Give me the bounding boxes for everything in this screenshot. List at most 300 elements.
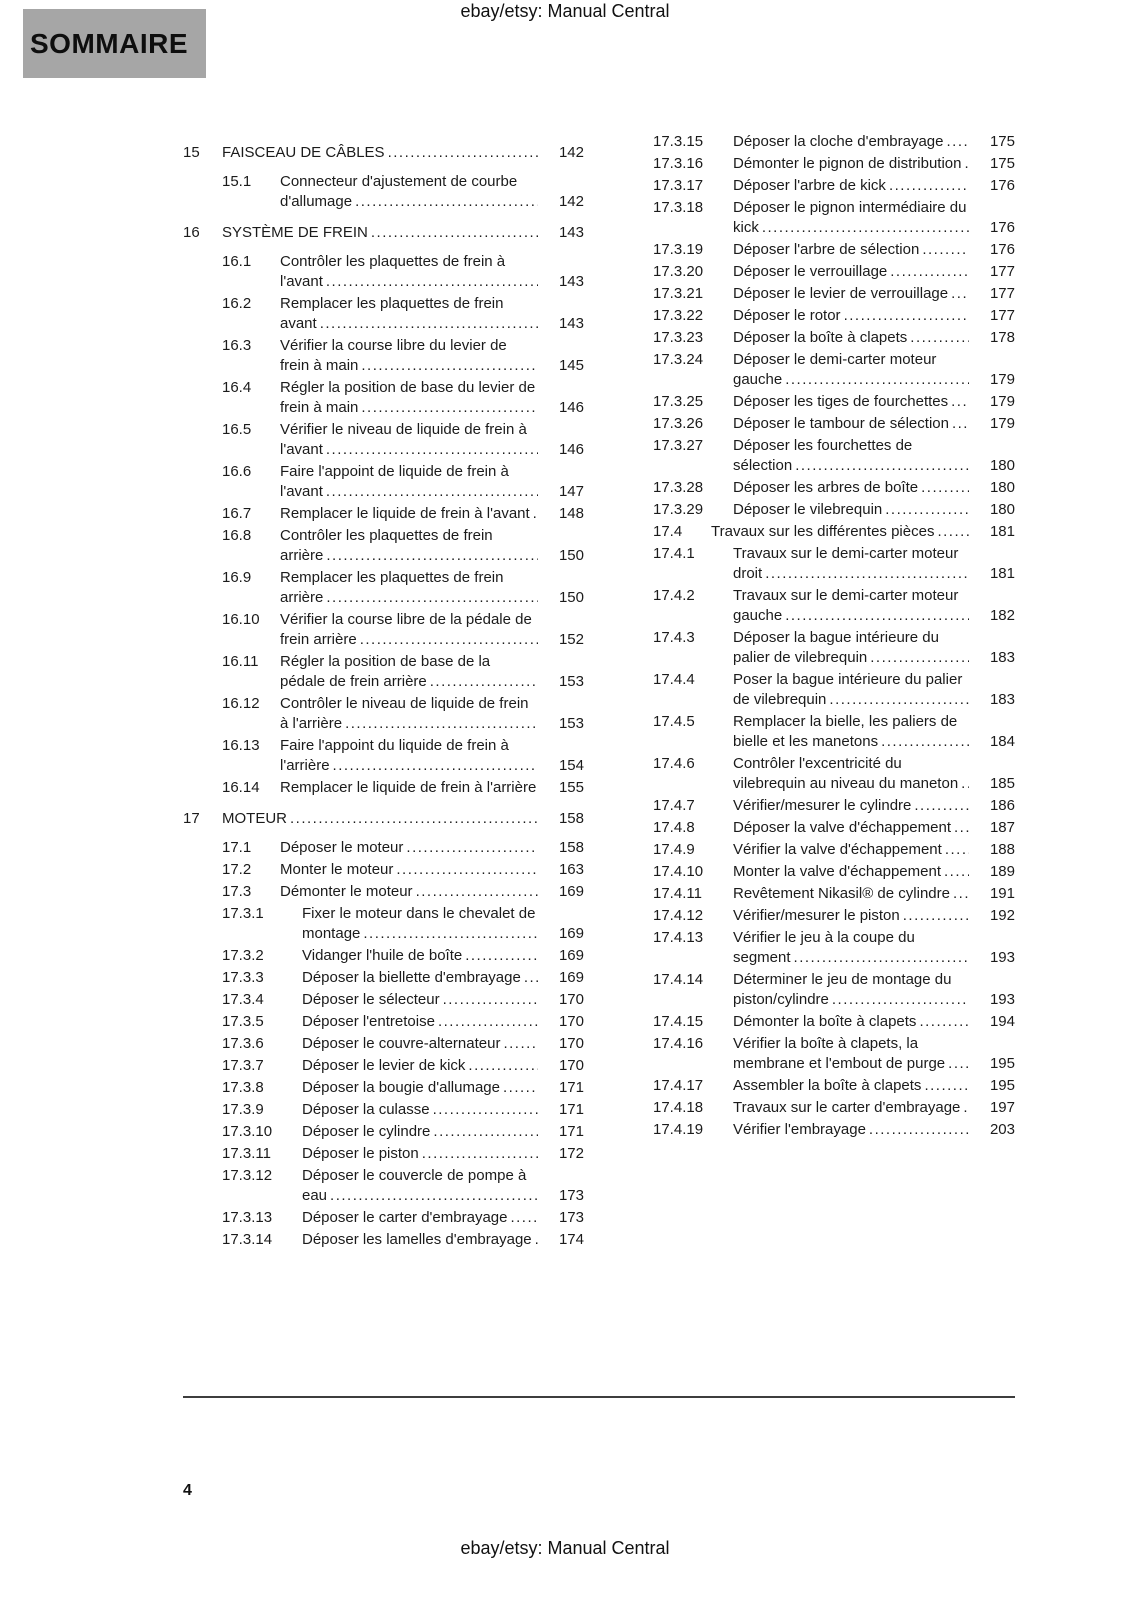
toc-entry[interactable] [614, 970, 1015, 1010]
dot-leader [368, 223, 538, 243]
toc-entry-number: 16 [183, 224, 200, 241]
dot-leader [323, 546, 538, 566]
toc-entry-number: 17.3.22 [653, 307, 704, 324]
toc-entry-title: Démonter la boîte à clapets [733, 1013, 917, 1030]
toc-entry[interactable] [614, 670, 1015, 710]
dot-leader [530, 504, 538, 524]
toc-entry[interactable] [614, 500, 1015, 520]
toc-entry-page: 195 [989, 1077, 1015, 1094]
toc-entry-number: 17.4.6 [653, 755, 695, 772]
toc-entry-body [280, 882, 538, 902]
toc-entry[interactable] [614, 262, 1015, 282]
toc-entry[interactable] [183, 378, 584, 418]
toc-entry-body [733, 198, 969, 238]
dot-leader [887, 262, 969, 282]
toc-entry[interactable] [183, 223, 584, 243]
toc-entry-title: Déposer les arbres de boîte [733, 479, 919, 496]
toc-entry-body [733, 240, 969, 260]
toc-entry-body [733, 884, 969, 904]
toc-entry-number: 17.1 [222, 839, 252, 856]
dot-leader [360, 924, 538, 944]
toc-entry[interactable] [614, 1012, 1015, 1032]
toc-entry-title: Travaux sur le demi-carter moteur gauche [733, 587, 959, 624]
toc-entry[interactable] [614, 1120, 1015, 1140]
toc-entry-title: Remplacer la bielle, les paliers de bielle et les manetons [733, 713, 958, 750]
toc-entry-body [280, 736, 538, 776]
toc-entry-number: 17.3.24 [653, 351, 704, 368]
toc-entry-body [733, 328, 969, 348]
toc-entry[interactable] [614, 628, 1015, 668]
toc-entry-page: 186 [989, 797, 1015, 814]
toc-entry-number: 17.4.4 [653, 671, 695, 688]
toc-entry-page: 150 [558, 547, 584, 564]
toc-entry-page: 176 [989, 241, 1015, 258]
dot-leader [882, 500, 969, 520]
toc-entry[interactable] [614, 906, 1015, 926]
toc-entry[interactable] [183, 1230, 584, 1250]
toc-entry-title: Vérifier le jeu à la coupe du segment [733, 929, 915, 966]
toc-entry-page: 197 [989, 1099, 1015, 1116]
toc-entry[interactable] [614, 928, 1015, 968]
toc-entry-page: 153 [558, 715, 584, 732]
toc-entry-body [711, 522, 969, 542]
toc-entry-page: 191 [989, 885, 1015, 902]
toc-entry[interactable] [183, 968, 584, 988]
toc-entry-page: 177 [989, 285, 1015, 302]
toc-entry-body [733, 928, 969, 968]
toc-entry[interactable] [183, 736, 584, 776]
toc-entry[interactable] [614, 712, 1015, 752]
toc-entry[interactable] [614, 1076, 1015, 1096]
toc-entry-page: 171 [558, 1079, 584, 1096]
toc-entry-body [280, 504, 538, 524]
dot-leader [921, 1076, 969, 1096]
toc-entry-page: 143 [558, 224, 584, 241]
toc-entry[interactable] [183, 694, 584, 734]
toc-entry-body [280, 462, 538, 502]
toc-entry-title: Déposer l'arbre de kick [733, 177, 886, 194]
toc-entry[interactable] [614, 1034, 1015, 1074]
dot-leader [327, 1186, 538, 1206]
toc-entry-body [280, 420, 538, 460]
toc-entry[interactable] [183, 990, 584, 1010]
toc-entry-page: 146 [558, 399, 584, 416]
toc-entry[interactable] [183, 1122, 584, 1142]
toc-entry-title: Démonter le moteur [280, 883, 413, 900]
toc-entry-number: 17.4.11 [653, 885, 702, 902]
toc-entry-number: 17.4.7 [653, 797, 695, 814]
toc-entry-body [733, 306, 969, 326]
toc-entry-page: 171 [558, 1101, 584, 1118]
dot-leader [500, 1078, 538, 1098]
dot-leader [323, 272, 538, 292]
toc-entry[interactable] [183, 336, 584, 376]
toc-entry[interactable] [183, 778, 584, 798]
toc-entry-body [302, 1056, 538, 1076]
toc-entry-number: 17.3.19 [653, 241, 704, 258]
toc-entry-body [222, 223, 538, 243]
toc-entry-body [280, 838, 538, 858]
toc-entry-title: Travaux sur le carter d'embrayage [733, 1099, 961, 1116]
dot-leader [782, 370, 969, 390]
toc-entry[interactable] [183, 1012, 584, 1032]
dot-leader [430, 1100, 538, 1120]
dot-leader [911, 796, 969, 816]
dot-leader [759, 218, 969, 238]
toc-entry-body [733, 1034, 969, 1074]
toc-entry[interactable] [614, 176, 1015, 196]
toc-entry-number: 16.1 [222, 253, 252, 270]
toc-entry-body [733, 392, 969, 412]
toc-entry-body [733, 284, 969, 304]
dot-leader [949, 414, 969, 434]
toc-entry-title: Déposer la bougie d'allumage [302, 1079, 500, 1096]
toc-entry-number: 16.8 [222, 527, 252, 544]
toc-entry[interactable] [183, 882, 584, 902]
toc-entry[interactable] [614, 284, 1015, 304]
toc-entry-number: 17.3.9 [222, 1101, 264, 1118]
toc-entry-number: 17.3.2 [222, 947, 264, 964]
toc-entry-page: 195 [989, 1055, 1015, 1072]
toc-entry-page: 179 [989, 415, 1015, 432]
toc-entry[interactable] [614, 862, 1015, 882]
toc-entry[interactable] [183, 252, 584, 292]
toc-entry-title: Vérifier/mesurer le cylindre [733, 797, 912, 814]
toc-entry[interactable] [614, 198, 1015, 238]
dot-leader [945, 1054, 969, 1074]
toc-entry[interactable] [183, 860, 584, 880]
toc-entry[interactable] [614, 840, 1015, 860]
table-of-contents [183, 132, 1015, 1252]
toc-entry-title: Déposer le pignon intermédiaire du kick [733, 199, 967, 236]
toc-entry-page: 170 [558, 991, 584, 1008]
toc-entry-title: Vérifier/mesurer le piston [733, 907, 900, 924]
toc-entry[interactable] [183, 1144, 584, 1164]
toc-entry-body [280, 610, 538, 650]
toc-entry[interactable] [183, 1208, 584, 1228]
toc-entry-page: 163 [558, 861, 584, 878]
toc-entry-number: 16.3 [222, 337, 252, 354]
toc-entry-page: 182 [989, 607, 1015, 624]
toc-entry-page: 178 [989, 329, 1015, 346]
toc-entry-number: 17.4.5 [653, 713, 695, 730]
dot-leader [352, 192, 538, 212]
toc-entry-title: Travaux sur les différentes pièces [711, 523, 935, 540]
toc-entry[interactable] [614, 392, 1015, 412]
toc-entry-body [733, 436, 969, 476]
dot-leader [536, 778, 538, 798]
toc-entry-number: 17.3.13 [222, 1209, 273, 1226]
toc-entry-page: 153 [558, 673, 584, 690]
toc-entry-page: 172 [558, 1145, 584, 1162]
toc-entry-title: Déposer la cloche d'embrayage [733, 133, 944, 150]
toc-entry-body [733, 1098, 969, 1118]
toc-entry-title: Vérifier l'embrayage [733, 1121, 866, 1138]
toc-entry[interactable] [614, 1098, 1015, 1118]
toc-entry-page: 193 [989, 991, 1015, 1008]
dot-leader [841, 306, 969, 326]
toc-entry-number: 17.4.3 [653, 629, 695, 646]
toc-entry-body [302, 1230, 538, 1250]
toc-entry[interactable] [614, 586, 1015, 626]
toc-entry-page: 177 [989, 263, 1015, 280]
toc-entry-title: Déposer le demi-carter moteur gauche [733, 351, 937, 388]
dot-leader [762, 564, 969, 584]
toc-entry-number: 16.10 [222, 611, 260, 628]
toc-entry-number: 17.3.4 [222, 991, 264, 1008]
toc-entry-page: 177 [989, 307, 1015, 324]
toc-entry-title: Faire l'appoint de liquide de frein à l'avant [280, 463, 509, 500]
toc-entry[interactable] [183, 1166, 584, 1206]
toc-entry[interactable] [183, 526, 584, 566]
toc-entry[interactable] [183, 420, 584, 460]
toc-entry-page: 175 [989, 155, 1015, 172]
toc-entry[interactable] [614, 884, 1015, 904]
toc-entry-title: Fixer le moteur dans le chevalet de montage [302, 905, 536, 942]
toc-entry[interactable] [614, 154, 1015, 174]
toc-entry-number: 17.4.1 [653, 545, 695, 562]
toc-entry-number: 16.5 [222, 421, 252, 438]
dot-leader [866, 1120, 969, 1140]
dot-leader [430, 1122, 538, 1142]
toc-entry[interactable] [614, 754, 1015, 794]
dot-leader [358, 398, 538, 418]
dot-leader [465, 1056, 538, 1076]
toc-entry-number: 17.3.7 [222, 1057, 264, 1074]
footer-watermark: ebay/etsy: Manual Central [460, 1538, 670, 1558]
toc-entry-body [280, 778, 538, 798]
toc-entry-title: Vérifier le niveau de liquide de frein à l'avant [280, 421, 527, 458]
toc-entry-title: Déposer la valve d'échappement [733, 819, 951, 836]
toc-entry-number: 17.4.18 [653, 1099, 704, 1116]
toc-entry-body [222, 143, 538, 163]
dot-leader [918, 478, 969, 498]
toc-entry-title: Déposer le sélecteur [302, 991, 440, 1008]
toc-entry-number: 16.14 [222, 779, 260, 796]
toc-entry-number: 17.3.17 [653, 177, 704, 194]
toc-entry[interactable] [614, 240, 1015, 260]
toc-entry-title: Déposer la culasse [302, 1101, 430, 1118]
toc-entry-number: 17.4.12 [653, 907, 704, 924]
toc-entry-number: 17.3.15 [653, 133, 704, 150]
dot-leader [886, 176, 969, 196]
footer-divider [183, 1396, 1015, 1398]
toc-entry-number: 17.3.28 [653, 479, 704, 496]
toc-entry-body [280, 336, 538, 376]
toc-entry[interactable] [183, 1078, 584, 1098]
toc-entry-body [733, 154, 969, 174]
toc-entry-number: 17.3.3 [222, 969, 264, 986]
toc-entry-title: Contrôler le niveau de liquide de frein à l'arrière [280, 695, 529, 732]
toc-entry-title: SYSTÈME DE FREIN [222, 224, 368, 241]
toc-entry-number: 17.3.25 [653, 393, 704, 410]
toc-entry-page: 173 [558, 1209, 584, 1226]
dot-leader [323, 482, 538, 502]
dot-leader [961, 154, 969, 174]
toc-entry-page: 185 [989, 775, 1015, 792]
toc-entry-body [733, 970, 969, 1010]
toc-entry[interactable] [614, 306, 1015, 326]
dot-leader [435, 1012, 538, 1032]
toc-entry-body [302, 1208, 538, 1228]
toc-entry-title: Déposer le moteur [280, 839, 404, 856]
toc-entry-title: MOTEUR [222, 810, 287, 827]
toc-entry[interactable] [614, 478, 1015, 498]
dot-leader [829, 990, 969, 1010]
toc-entry-body [280, 294, 538, 334]
toc-entry-number: 17.4.17 [653, 1077, 704, 1094]
toc-entry-number: 17.4.2 [653, 587, 695, 604]
toc-entry[interactable] [183, 610, 584, 650]
dot-leader [419, 1144, 538, 1164]
dot-leader [323, 440, 538, 460]
toc-entry-body [733, 500, 969, 520]
toc-entry-body [733, 628, 969, 668]
toc-entry[interactable] [183, 1034, 584, 1054]
toc-entry-number: 16.13 [222, 737, 260, 754]
page-title: SOMMAIRE [30, 27, 188, 59]
toc-entry-title: Faire l'appoint du liquide de frein à l'arrière [280, 737, 509, 774]
toc-entry[interactable] [183, 946, 584, 966]
header-watermark: ebay/etsy: Manual Central [460, 1, 670, 21]
toc-entry-title: Vérifier la course libre de la pédale de frein arrière [280, 611, 532, 648]
toc-entry-title: Contrôler les plaquettes de frein arrière [280, 527, 493, 564]
toc-entry-page: 179 [989, 393, 1015, 410]
toc-entry[interactable] [183, 504, 584, 524]
toc-entry[interactable] [183, 652, 584, 692]
dot-leader [413, 882, 538, 902]
toc-entry[interactable] [183, 143, 584, 163]
dot-leader [791, 948, 969, 968]
toc-entry[interactable] [183, 1056, 584, 1076]
toc-entry-page: 180 [989, 457, 1015, 474]
toc-entry[interactable] [614, 350, 1015, 390]
toc-entry-number: 17.3.14 [222, 1231, 273, 1248]
dot-leader [507, 1208, 538, 1228]
toc-entry[interactable] [183, 568, 584, 608]
toc-entry[interactable] [614, 414, 1015, 434]
dot-leader [958, 774, 969, 794]
toc-entry-body [733, 350, 969, 390]
toc-entry-body [733, 262, 969, 282]
toc-entry[interactable] [183, 1100, 584, 1120]
toc-entry-page: 150 [558, 589, 584, 606]
toc-entry-page: 203 [989, 1121, 1015, 1138]
toc-entry-number: 17.4.9 [653, 841, 695, 858]
toc-entry-number: 17.3.29 [653, 501, 704, 518]
toc-entry[interactable] [183, 172, 584, 212]
toc-entry-page: 174 [558, 1231, 584, 1248]
toc-entry-page: 169 [558, 883, 584, 900]
toc-column-right [614, 132, 1015, 1252]
toc-entry-title: Déposer le tambour de sélection [733, 415, 949, 432]
toc-entry[interactable] [614, 132, 1015, 152]
toc-entry-number: 15.1 [222, 173, 252, 190]
toc-entry-page: 180 [989, 501, 1015, 518]
toc-entry[interactable] [183, 838, 584, 858]
toc-entry-body [280, 252, 538, 292]
toc-entry-number: 16.9 [222, 569, 252, 586]
toc-entry-title: Remplacer les plaquettes de frein avant [280, 295, 504, 332]
toc-entry-page: 170 [558, 1013, 584, 1030]
toc-entry-title: Déposer les fourchettes de sélection [733, 437, 913, 474]
toc-entry-body [302, 946, 538, 966]
toc-entry-number: 17.4.10 [653, 863, 704, 880]
toc-entry[interactable] [614, 436, 1015, 476]
toc-entry-number: 17.3.16 [653, 155, 704, 172]
toc-entry-title: Assembler la boîte à clapets [733, 1077, 922, 1094]
toc-entry-page: 170 [558, 1057, 584, 1074]
toc-entry-body [280, 694, 538, 734]
toc-entry-body [302, 1122, 538, 1142]
dot-leader [323, 588, 538, 608]
dot-leader [907, 328, 969, 348]
toc-entry[interactable] [614, 544, 1015, 584]
toc-entry[interactable] [183, 462, 584, 502]
toc-entry-body [733, 818, 969, 838]
dot-leader [792, 456, 969, 476]
toc-entry-number: 15 [183, 144, 200, 161]
dot-leader [440, 990, 538, 1010]
toc-entry-page: 183 [989, 649, 1015, 666]
toc-entry[interactable] [614, 818, 1015, 838]
toc-entry-title: Déposer la bague intérieure du palier de vilebrequin [733, 629, 939, 666]
toc-entry-page: 170 [558, 1035, 584, 1052]
toc-entry[interactable] [183, 904, 584, 944]
toc-entry-number: 17.3.26 [653, 415, 704, 432]
toc-entry-body [302, 1012, 538, 1032]
dot-leader [878, 732, 969, 752]
toc-entry-number: 17.3.27 [653, 437, 704, 454]
toc-entry-page: 148 [558, 505, 584, 522]
sommaire-header-box [23, 9, 206, 78]
toc-entry-title: Vérifier la valve d'échappement [733, 841, 942, 858]
dot-leader [462, 946, 538, 966]
toc-entry-number: 17.3 [222, 883, 252, 900]
toc-entry-title: Vidanger l'huile de boîte [302, 947, 463, 964]
toc-entry-page: 146 [558, 441, 584, 458]
toc-entry-body [302, 1144, 538, 1164]
toc-entry-page: 154 [558, 757, 584, 774]
dot-leader [521, 968, 538, 988]
toc-entry[interactable] [614, 796, 1015, 816]
toc-entry-number: 17.4.16 [653, 1035, 704, 1052]
toc-entry-title: Contrôler les plaquettes de frein à l'avant [280, 253, 506, 290]
toc-entry-page: 184 [989, 733, 1015, 750]
toc-entry[interactable] [614, 328, 1015, 348]
toc-entry-page: 175 [989, 133, 1015, 150]
dot-leader [941, 862, 969, 882]
toc-entry-page: 181 [989, 565, 1015, 582]
toc-entry-page: 193 [989, 949, 1015, 966]
toc-entry-page: 147 [558, 483, 584, 500]
dot-leader [943, 132, 969, 152]
toc-entry-number: 17.3.20 [653, 263, 704, 280]
toc-entry[interactable] [614, 522, 1015, 542]
toc-entry-number: 17.4.14 [653, 971, 704, 988]
toc-entry-body [733, 544, 969, 584]
toc-entry-page: 171 [558, 1123, 584, 1140]
toc-entry-body [733, 478, 969, 498]
toc-entry-title: FAISCEAU DE CÂBLES [222, 144, 385, 161]
toc-entry[interactable] [183, 809, 584, 829]
toc-entry[interactable] [183, 294, 584, 334]
toc-entry-body [222, 809, 538, 829]
toc-entry-page: 152 [558, 631, 584, 648]
toc-entry-page: 179 [989, 371, 1015, 388]
toc-entry-title: Déposer le levier de kick [302, 1057, 466, 1074]
toc-entry-body [733, 840, 969, 860]
